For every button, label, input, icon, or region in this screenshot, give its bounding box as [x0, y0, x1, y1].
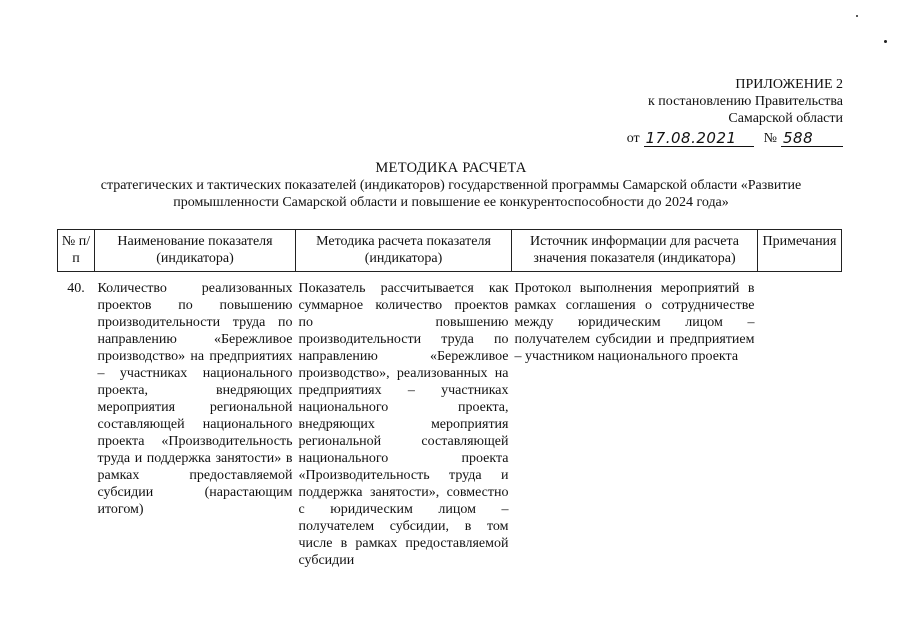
appendix-region-line: Самарской области — [728, 111, 843, 126]
handwritten-date: 17.08.2021 — [644, 131, 754, 147]
appendix-resolution-line: к постановлению Правительства — [647, 94, 843, 109]
scan-speck — [856, 15, 858, 17]
scan-speck — [884, 40, 887, 43]
document-heading — [40, 160, 862, 211]
row-indicator: Количество реализованных проектов по повышению производительности труда по направлению «Бережливое производство» на предприятиях – участниках национального проекта, внедряющих мероприятия региональной составляющей национального проекта «Производительность труда и поддержка занятости» в рамках предоставляемой субсидии (нарастающим итогом) — [97, 281, 293, 517]
handwritten-number: 588 — [781, 131, 843, 147]
header-source: Источник информации для расчета значения показателя (индикатора) — [512, 230, 758, 272]
header-notes: Примечания — [758, 230, 842, 272]
row-number: 40. — [67, 281, 85, 296]
appendix-date-number — [627, 130, 843, 147]
date-prefix: от — [626, 131, 640, 146]
header-method: Методика расчета показателя (индикатора) — [296, 230, 512, 272]
header-number: № п/п — [58, 230, 95, 272]
number-prefix: № — [763, 131, 777, 146]
methodology-table — [57, 229, 842, 569]
appendix-header — [627, 76, 843, 147]
appendix-title: ПРИЛОЖЕНИЕ 2 — [735, 77, 843, 92]
document-title: МЕТОДИКА РАСЧЕТА — [375, 160, 527, 176]
document-subtitle-line-2: промышленности Самарской области и повышение ее конкурентоспособности до 2024 года» — [173, 195, 729, 210]
table-header-row — [58, 230, 842, 272]
header-indicator: Наименование показателя (индикатора) — [95, 230, 296, 272]
document-subtitle-line-1: стратегических и тактических показателей (индикаторов) государственной программы Самарской области «Развитие — [100, 178, 802, 193]
row-source: Протокол выполнения мероприятий в рамках соглашения о сотрудничестве между юридическим лицом – получателем субсидии и предприятием – участником национального проекта — [514, 281, 755, 364]
row-notes — [758, 280, 842, 569]
row-method: Показатель рассчитывается как суммарное количество проектов по повышению производительности труда по направлению «Бережливое производство», реализованных на предприятиях – участниках национального проекта, внедряющих мероприятия региональной составляющей национального проекта «Производительность труда и поддержка занятости», совместно с юридическим лицом – получателем субсидии, в том числе в рамках предоставляемой субсидии — [298, 281, 509, 568]
table-row — [58, 280, 842, 569]
